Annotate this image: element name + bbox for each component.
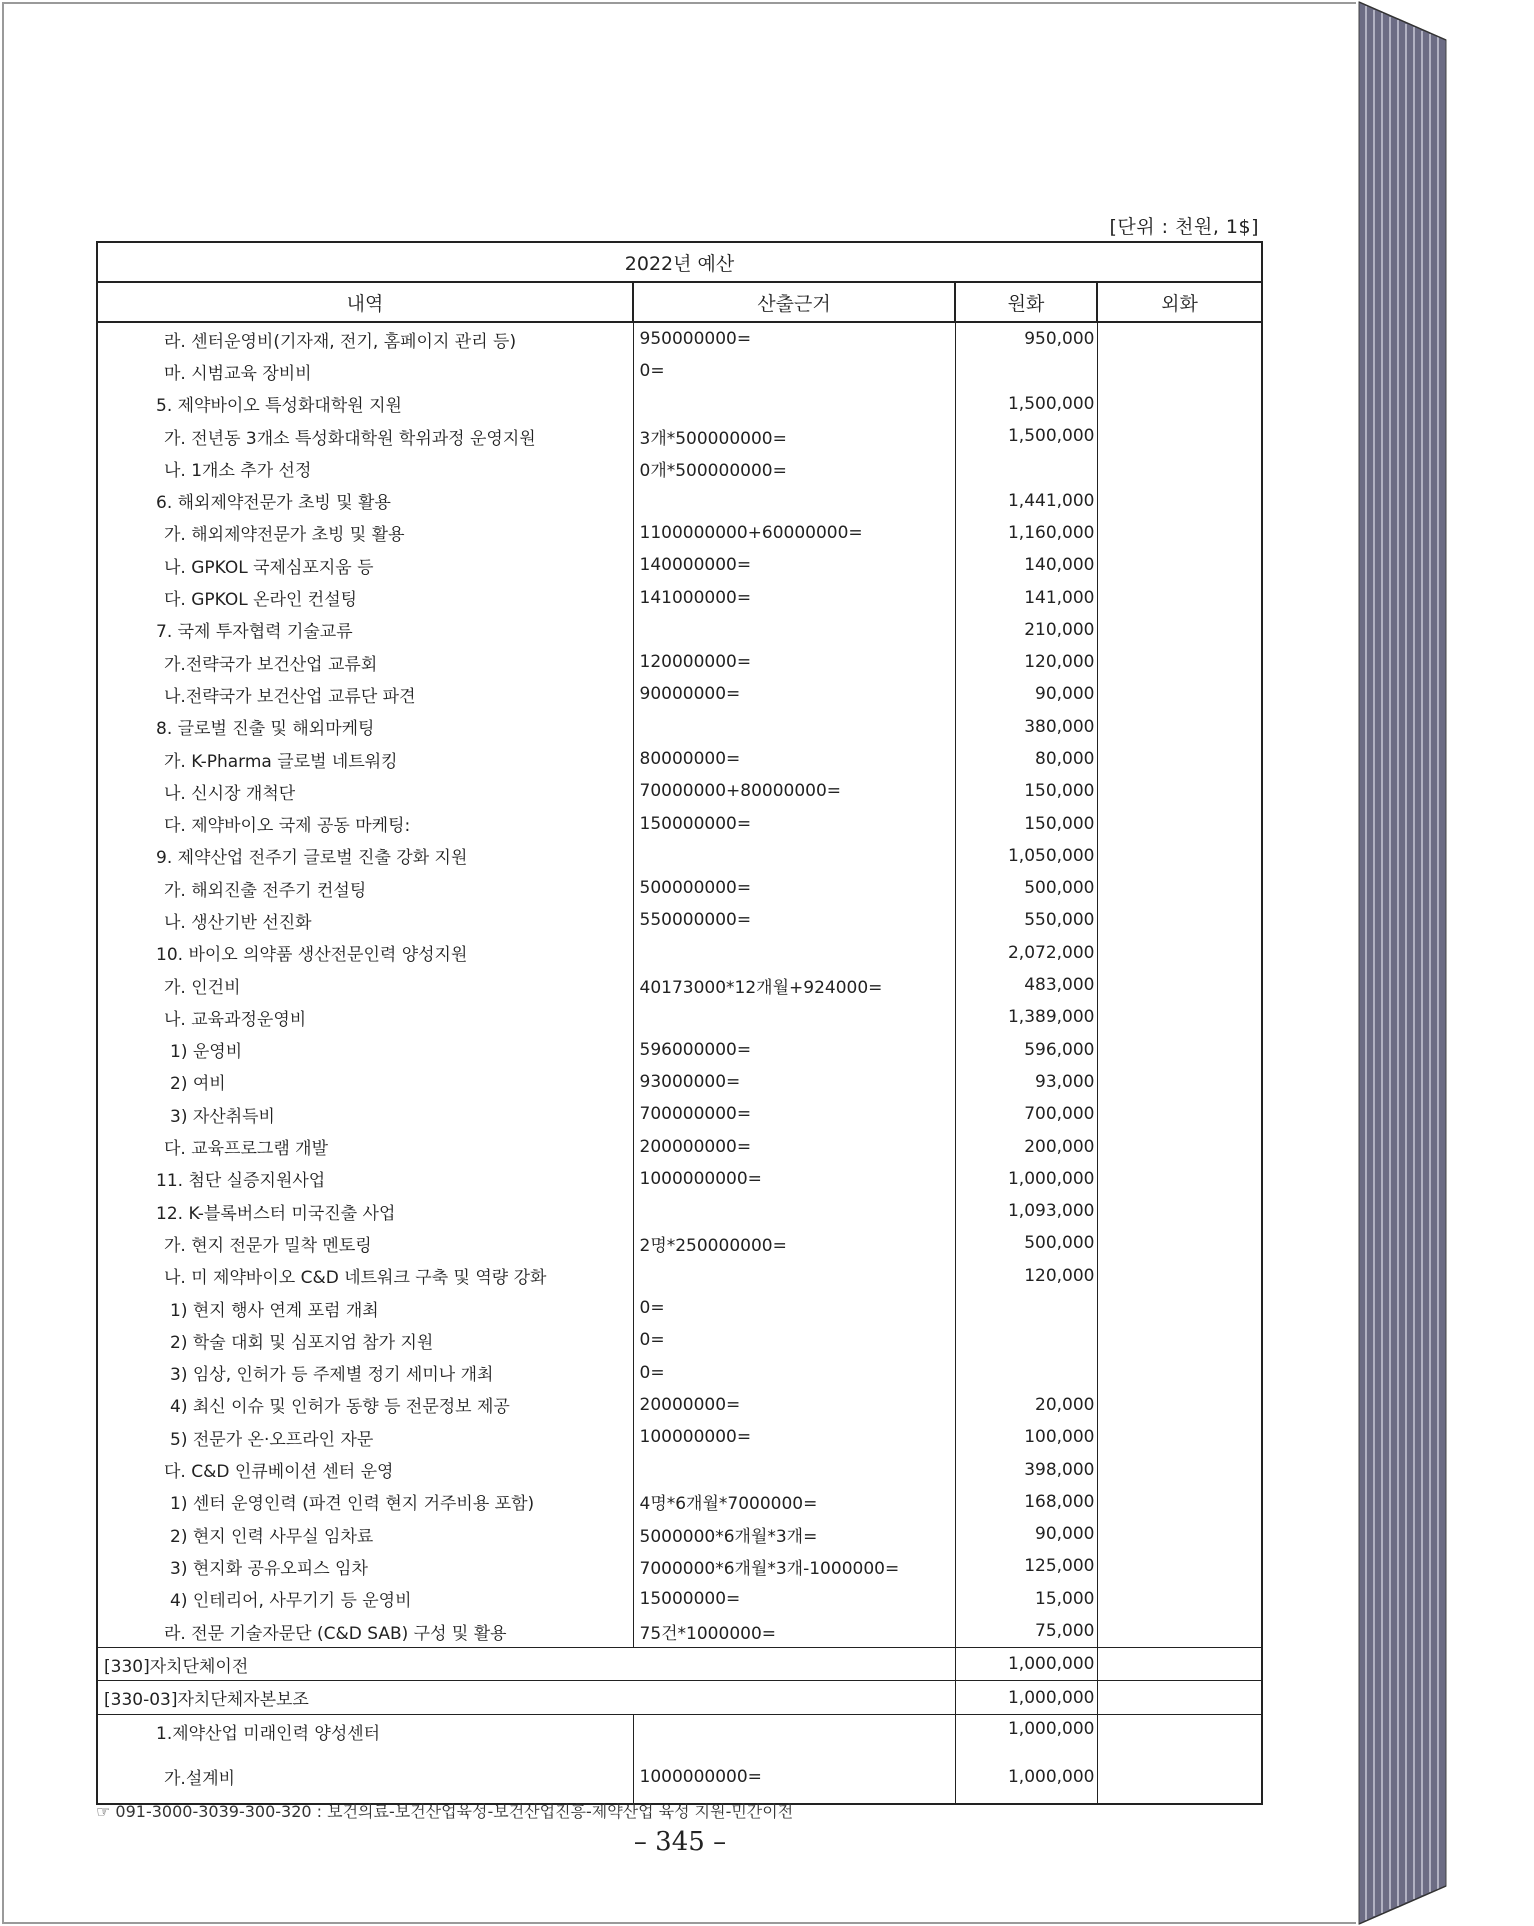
row-won	[955, 1357, 1097, 1389]
row-basis: 5000000*6개월*3개=	[633, 1518, 955, 1550]
table-row	[97, 840, 1262, 872]
row-description: 12. K-블록버스터 미국진출 사업	[97, 1195, 633, 1227]
row-won: 500,000	[955, 872, 1097, 904]
row-fx	[1097, 1130, 1262, 1162]
table-row	[97, 1324, 1262, 1356]
row-description: 나. GPKOL 국제심포지움 등	[97, 549, 633, 581]
row-fx	[1097, 1098, 1262, 1130]
section-fx	[1097, 1648, 1262, 1681]
row-basis: 1000000000=	[633, 1751, 955, 1804]
row-fx	[1097, 1227, 1262, 1259]
row-basis: 200000000=	[633, 1130, 955, 1162]
table-row	[97, 1453, 1262, 1485]
table-row	[97, 452, 1262, 484]
row-basis: 3개*500000000=	[633, 420, 955, 452]
row-fx	[1097, 743, 1262, 775]
row-description: 나.전략국가 보건산업 교류단 파견	[97, 678, 633, 710]
row-fx	[1097, 807, 1262, 839]
row-won: 1,160,000	[955, 517, 1097, 549]
row-description: 3) 임상, 인허가 등 주제별 정기 세미나 개최	[97, 1357, 633, 1389]
table-row	[97, 807, 1262, 839]
row-basis: 120000000=	[633, 646, 955, 678]
table-row	[97, 1751, 1262, 1804]
table-row	[97, 1389, 1262, 1421]
row-fx	[1097, 420, 1262, 452]
row-fx	[1097, 1518, 1262, 1550]
row-basis: 90000000=	[633, 678, 955, 710]
table-header-row	[97, 282, 1262, 322]
row-fx	[1097, 969, 1262, 1001]
row-basis: 140000000=	[633, 549, 955, 581]
row-fx	[1097, 1195, 1262, 1227]
row-won: 1,000,000	[955, 1751, 1097, 1804]
row-won	[955, 1324, 1097, 1356]
table-row	[97, 1421, 1262, 1453]
row-description: 2) 여비	[97, 1066, 633, 1098]
row-description: 나. 교육과정운영비	[97, 1001, 633, 1033]
row-fx	[1097, 1357, 1262, 1389]
row-fx	[1097, 1421, 1262, 1453]
section-fx	[1097, 1681, 1262, 1714]
row-won: 1,000,000	[955, 1163, 1097, 1195]
table-row	[97, 355, 1262, 387]
row-won: 596,000	[955, 1034, 1097, 1066]
table-title: 2022년 예산	[97, 242, 1262, 282]
table-row	[97, 1357, 1262, 1389]
row-basis	[633, 711, 955, 743]
row-description: 3) 현지화 공유오피스 임차	[97, 1550, 633, 1582]
row-description: 가.설계비	[97, 1751, 633, 1804]
row-won: 120,000	[955, 1260, 1097, 1292]
row-basis	[633, 1195, 955, 1227]
row-won: 141,000	[955, 581, 1097, 613]
row-basis: 7000000*6개월*3개-1000000=	[633, 1550, 955, 1582]
row-description: 가. 해외진출 전주기 컨설팅	[97, 872, 633, 904]
row-description: 가.전략국가 보건산업 교류회	[97, 646, 633, 678]
row-description: 1) 센터 운영인력 (파견 인력 현지 거주비용 포함)	[97, 1486, 633, 1518]
row-description: 라. 전문 기술자문단 (C&D SAB) 구성 및 활용	[97, 1615, 633, 1648]
table-row	[97, 1550, 1262, 1582]
row-basis: 150000000=	[633, 807, 955, 839]
row-description: 가. 인건비	[97, 969, 633, 1001]
row-won: 200,000	[955, 1130, 1097, 1162]
row-won: 1,500,000	[955, 388, 1097, 420]
row-description: 나. 생산기반 선진화	[97, 904, 633, 936]
row-won: 1,000,000	[955, 1714, 1097, 1751]
row-won: 20,000	[955, 1389, 1097, 1421]
row-basis: 0=	[633, 355, 955, 387]
section-description: [330-03]자치단체자본보조	[97, 1681, 955, 1714]
book-page-edges	[1356, 0, 1532, 1926]
row-basis	[633, 1714, 955, 1751]
row-description: 나. 신시장 개척단	[97, 775, 633, 807]
row-fx	[1097, 872, 1262, 904]
col-header-desc: 내역	[97, 282, 633, 322]
row-won: 950,000	[955, 322, 1097, 355]
table-row	[97, 517, 1262, 549]
row-basis: 0=	[633, 1324, 955, 1356]
row-fx	[1097, 1453, 1262, 1485]
row-description: 5. 제약바이오 특성화대학원 지원	[97, 388, 633, 420]
table-row	[97, 1034, 1262, 1066]
row-basis	[633, 1260, 955, 1292]
row-description: 가. 전년동 3개소 특성화대학원 학위과정 운영지원	[97, 420, 633, 452]
section-description: [330]자치단체이전	[97, 1648, 955, 1681]
page-number: – 345 –	[633, 1827, 727, 1857]
table-row	[97, 678, 1262, 710]
row-fx	[1097, 711, 1262, 743]
row-fx	[1097, 355, 1262, 387]
row-fx	[1097, 678, 1262, 710]
row-description: 1) 현지 행사 연계 포럼 개최	[97, 1292, 633, 1324]
section-row	[97, 1681, 1262, 1714]
table-row	[97, 1615, 1262, 1648]
row-description: 4) 인테리어, 사무기기 등 운영비	[97, 1583, 633, 1615]
row-fx	[1097, 1066, 1262, 1098]
row-fx	[1097, 1163, 1262, 1195]
row-description: 8. 글로벌 진출 및 해외마케팅	[97, 711, 633, 743]
row-basis	[633, 840, 955, 872]
row-description: 3) 자산취득비	[97, 1098, 633, 1130]
row-basis: 15000000=	[633, 1583, 955, 1615]
row-won: 380,000	[955, 711, 1097, 743]
row-fx	[1097, 1324, 1262, 1356]
row-won: 150,000	[955, 807, 1097, 839]
row-description: 10. 바이오 의약품 생산전문인력 양성지원	[97, 937, 633, 969]
row-won: 15,000	[955, 1583, 1097, 1615]
row-basis	[633, 937, 955, 969]
row-fx	[1097, 1751, 1262, 1804]
row-basis: 20000000=	[633, 1389, 955, 1421]
table-row	[97, 937, 1262, 969]
table-row	[97, 1486, 1262, 1518]
row-won	[955, 452, 1097, 484]
table-row	[97, 775, 1262, 807]
row-fx	[1097, 1714, 1262, 1751]
row-description: 11. 첨단 실증지원사업	[97, 1163, 633, 1195]
row-fx	[1097, 1292, 1262, 1324]
table-row	[97, 1098, 1262, 1130]
row-won: 90,000	[955, 678, 1097, 710]
table-row	[97, 969, 1262, 1001]
row-fx	[1097, 1583, 1262, 1615]
row-fx	[1097, 452, 1262, 484]
row-won: 700,000	[955, 1098, 1097, 1130]
row-won: 1,093,000	[955, 1195, 1097, 1227]
table-row	[97, 1163, 1262, 1195]
row-fx	[1097, 937, 1262, 969]
row-description: 6. 해외제약전문가 초빙 및 활용	[97, 484, 633, 516]
row-won: 500,000	[955, 1227, 1097, 1259]
row-won: 140,000	[955, 549, 1097, 581]
row-basis: 40173000*12개월+924000=	[633, 969, 955, 1001]
row-description: 2) 학술 대회 및 심포지엄 참가 지원	[97, 1324, 633, 1356]
row-fx	[1097, 1260, 1262, 1292]
table-row	[97, 1227, 1262, 1259]
row-basis: 500000000=	[633, 872, 955, 904]
table-row	[97, 420, 1262, 452]
table-row	[97, 1195, 1262, 1227]
row-basis: 2명*250000000=	[633, 1227, 955, 1259]
table-title-row	[97, 242, 1262, 282]
row-basis: 700000000=	[633, 1098, 955, 1130]
row-won: 2,072,000	[955, 937, 1097, 969]
row-won: 75,000	[955, 1615, 1097, 1648]
table-row	[97, 484, 1262, 516]
row-basis: 1100000000+60000000=	[633, 517, 955, 549]
col-header-fx: 외화	[1097, 282, 1262, 322]
table-row	[97, 1001, 1262, 1033]
row-basis: 0개*500000000=	[633, 452, 955, 484]
table-row	[97, 1260, 1262, 1292]
footnote: ☞ 091-3000-3039-300-320 : 보건의료-보건산업육성-보건산업진흥-제약산업 육성 지원-민간이전	[96, 1802, 794, 1821]
row-basis: 75건*1000000=	[633, 1615, 955, 1648]
table-row	[97, 711, 1262, 743]
row-fx	[1097, 904, 1262, 936]
row-basis: 0=	[633, 1292, 955, 1324]
row-basis	[633, 388, 955, 420]
row-description: 5) 전문가 온·오프라인 자문	[97, 1421, 633, 1453]
table-row	[97, 904, 1262, 936]
row-basis: 4명*6개월*7000000=	[633, 1486, 955, 1518]
row-won: 168,000	[955, 1486, 1097, 1518]
row-description: 가. K-Pharma 글로벌 네트워킹	[97, 743, 633, 775]
table-row	[97, 743, 1262, 775]
row-fx	[1097, 840, 1262, 872]
row-basis: 1000000000=	[633, 1163, 955, 1195]
row-description: 2) 현지 인력 사무실 임차료	[97, 1518, 633, 1550]
row-description: 다. GPKOL 온라인 컨설팅	[97, 581, 633, 613]
row-won	[955, 1292, 1097, 1324]
table-row	[97, 872, 1262, 904]
row-fx	[1097, 322, 1262, 355]
row-description: 나. 미 제약바이오 C&D 네트워크 구축 및 역량 강화	[97, 1260, 633, 1292]
table-row	[97, 646, 1262, 678]
table-row	[97, 322, 1262, 355]
row-fx	[1097, 1001, 1262, 1033]
row-won: 125,000	[955, 1550, 1097, 1582]
section-won: 1,000,000	[955, 1648, 1097, 1681]
table-row	[97, 581, 1262, 613]
row-basis: 100000000=	[633, 1421, 955, 1453]
row-fx	[1097, 1550, 1262, 1582]
row-won: 90,000	[955, 1518, 1097, 1550]
row-basis: 141000000=	[633, 581, 955, 613]
row-description: 4) 최신 이슈 및 인허가 동향 등 전문정보 제공	[97, 1389, 633, 1421]
row-fx	[1097, 1486, 1262, 1518]
row-basis: 80000000=	[633, 743, 955, 775]
row-fx	[1097, 1034, 1262, 1066]
row-won: 150,000	[955, 775, 1097, 807]
budget-table	[96, 241, 1263, 1805]
table-row	[97, 549, 1262, 581]
row-fx	[1097, 388, 1262, 420]
row-won: 93,000	[955, 1066, 1097, 1098]
col-header-won: 원화	[955, 282, 1097, 322]
row-description: 다. 교육프로그램 개발	[97, 1130, 633, 1162]
section-won: 1,000,000	[955, 1681, 1097, 1714]
row-fx	[1097, 517, 1262, 549]
row-basis	[633, 1453, 955, 1485]
col-header-basis: 산출근거	[633, 282, 955, 322]
row-won: 120,000	[955, 646, 1097, 678]
row-basis: 950000000=	[633, 322, 955, 355]
table-row	[97, 1714, 1262, 1751]
table-body	[97, 322, 1262, 1804]
row-basis: 70000000+80000000=	[633, 775, 955, 807]
row-description: 1) 운영비	[97, 1034, 633, 1066]
row-fx	[1097, 646, 1262, 678]
row-basis	[633, 484, 955, 516]
row-won: 1,389,000	[955, 1001, 1097, 1033]
unit-label: [단위 : 천원, 1$]	[1109, 216, 1259, 238]
row-basis: 596000000=	[633, 1034, 955, 1066]
row-fx	[1097, 614, 1262, 646]
table-row	[97, 1130, 1262, 1162]
row-won: 1,050,000	[955, 840, 1097, 872]
row-fx	[1097, 581, 1262, 613]
row-basis	[633, 614, 955, 646]
row-description: 9. 제약산업 전주기 글로벌 진출 강화 지원	[97, 840, 633, 872]
row-description: 마. 시범교육 장비비	[97, 355, 633, 387]
row-fx	[1097, 549, 1262, 581]
row-description: 나. 1개소 추가 선정	[97, 452, 633, 484]
table-row	[97, 1292, 1262, 1324]
row-basis: 550000000=	[633, 904, 955, 936]
row-fx	[1097, 484, 1262, 516]
row-description: 가. 현지 전문가 밀착 멘토링	[97, 1227, 633, 1259]
row-basis: 93000000=	[633, 1066, 955, 1098]
row-description: 다. 제약바이오 국제 공동 마케팅:	[97, 807, 633, 839]
row-fx	[1097, 775, 1262, 807]
row-description: 라. 센터운영비(기자재, 전기, 홈페이지 관리 등)	[97, 322, 633, 355]
row-won: 100,000	[955, 1421, 1097, 1453]
row-description: 가. 해외제약전문가 초빙 및 활용	[97, 517, 633, 549]
table-row	[97, 388, 1262, 420]
row-basis: 0=	[633, 1357, 955, 1389]
row-basis	[633, 1001, 955, 1033]
row-won: 210,000	[955, 614, 1097, 646]
table-row	[97, 1518, 1262, 1550]
row-description: 다. C&D 인큐베이션 센터 운영	[97, 1453, 633, 1485]
row-fx	[1097, 1389, 1262, 1421]
row-won: 398,000	[955, 1453, 1097, 1485]
table-row	[97, 1583, 1262, 1615]
section-row	[97, 1648, 1262, 1681]
row-won: 1,500,000	[955, 420, 1097, 452]
row-description: 1.제약산업 미래인력 양성센터	[97, 1714, 633, 1751]
table-row	[97, 1066, 1262, 1098]
table-row	[97, 614, 1262, 646]
row-won: 1,441,000	[955, 484, 1097, 516]
row-fx	[1097, 1615, 1262, 1648]
row-won: 80,000	[955, 743, 1097, 775]
row-description: 7. 국제 투자협력 기술교류	[97, 614, 633, 646]
row-won	[955, 355, 1097, 387]
row-won: 483,000	[955, 969, 1097, 1001]
row-won: 550,000	[955, 904, 1097, 936]
